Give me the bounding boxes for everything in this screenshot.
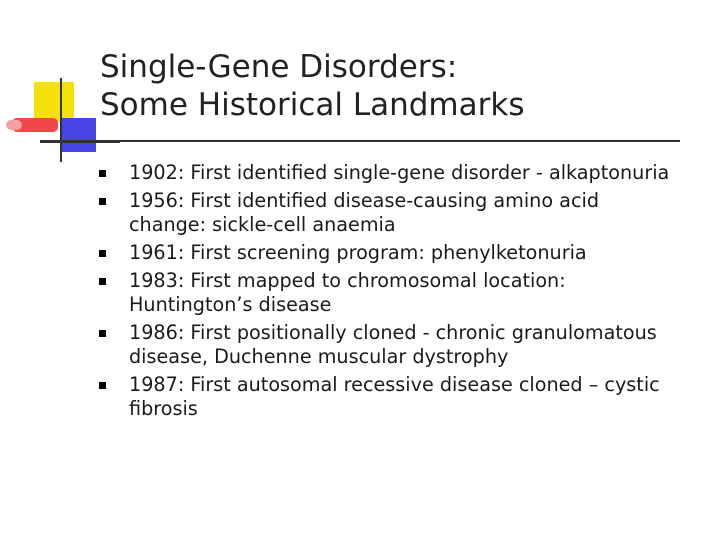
list-item	[0, 269, 720, 317]
red-bar-fade	[6, 120, 22, 130]
list-item-text: 1987: First autosomal recessive disease cloned – cystic fibrosis	[129, 373, 660, 420]
slide-title	[100, 48, 700, 124]
bullet-square-icon	[99, 330, 106, 337]
list-item-text: 1961: First screening program: phenylketonuria	[129, 241, 587, 264]
bullet-square-icon	[99, 382, 106, 389]
list-item	[0, 189, 720, 237]
bullet-square-icon	[99, 278, 106, 285]
list-item	[0, 321, 720, 369]
list-item	[0, 373, 720, 421]
yellow-square	[34, 82, 74, 122]
list-item-text: 1983: First mapped to chromosomal location: Huntington’s disease	[129, 269, 566, 316]
bullet-list	[0, 161, 720, 425]
list-item	[0, 241, 720, 265]
bullet-square-icon	[99, 198, 106, 205]
list-item	[0, 161, 720, 185]
bullet-square-icon	[99, 170, 106, 177]
title-divider	[40, 140, 680, 142]
list-item-text: 1986: First positionally cloned - chronic granulomatous disease, Duchenne muscular dystrophy	[129, 321, 657, 368]
list-item-text: 1902: First identified single-gene disorder - alkaptonuria	[129, 161, 670, 184]
slide-title-line-2: Some Historical Landmarks	[100, 87, 525, 123]
blue-square	[62, 118, 96, 152]
bullet-square-icon	[99, 250, 106, 257]
slide-title-line-1: Single-Gene Disorders:	[100, 49, 458, 85]
list-item-text: 1956: First identified disease-causing amino acid change: sickle-cell anaemia	[129, 189, 599, 236]
